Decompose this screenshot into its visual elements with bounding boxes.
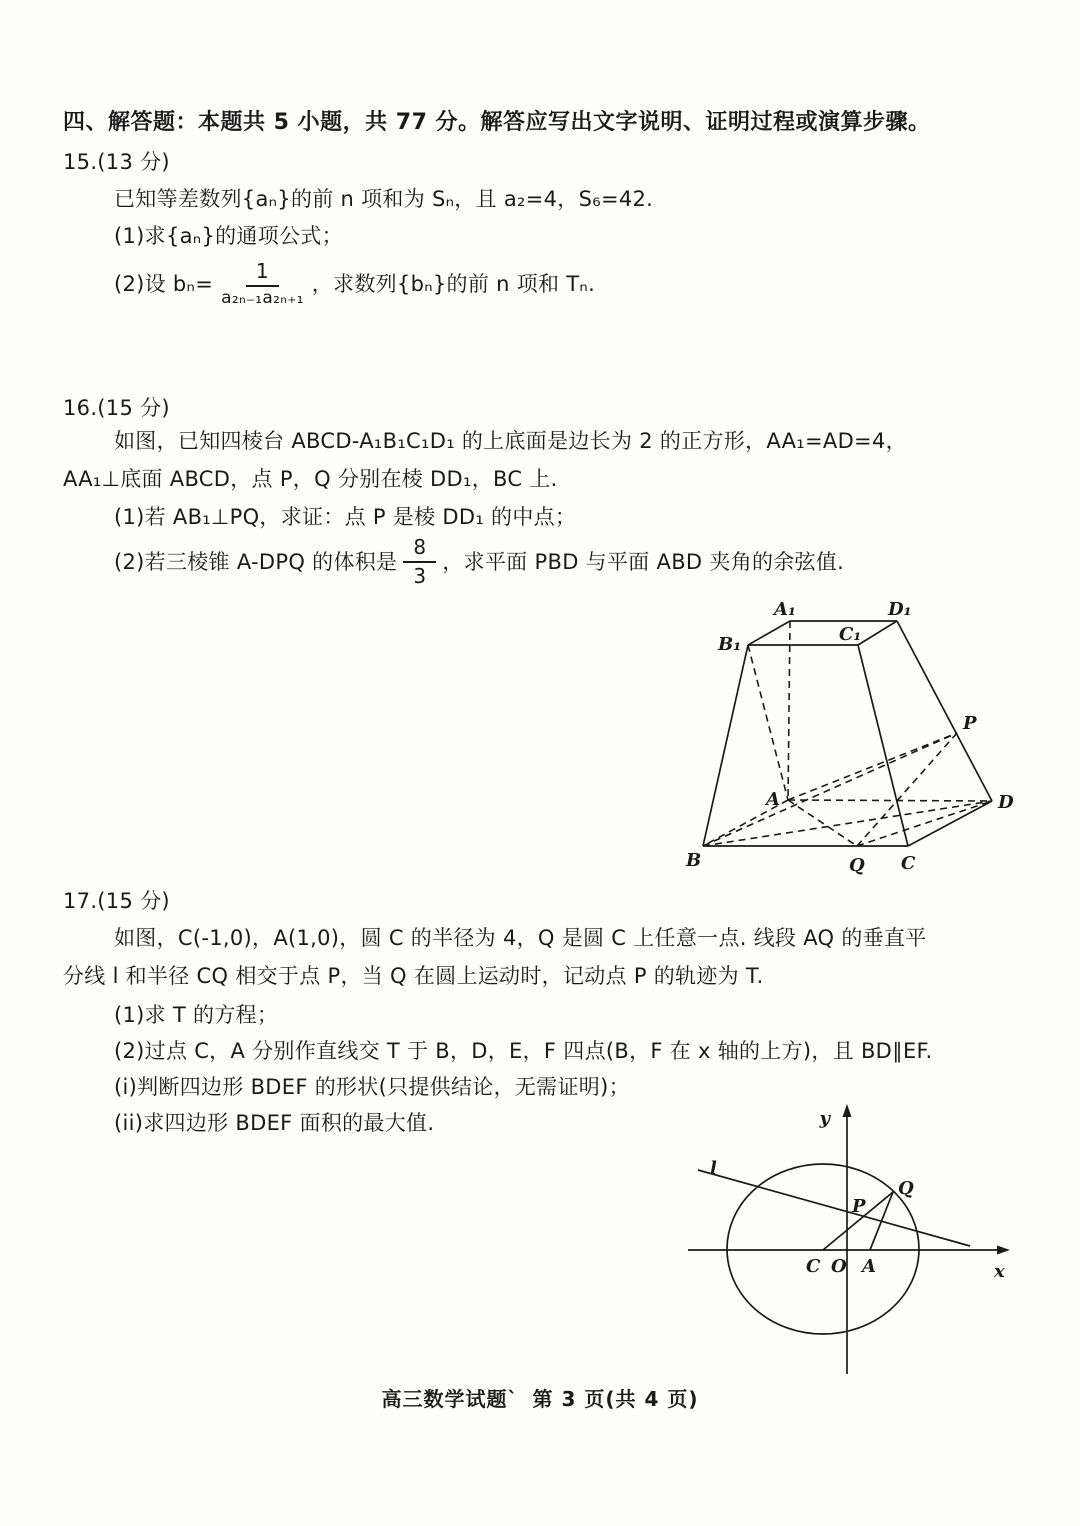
- p15-fraction-numerator: 1: [246, 260, 279, 287]
- problem-16-part-2: [114, 532, 844, 592]
- vertex-label-b1: B₁: [718, 634, 742, 655]
- problem-16-number: 16.(15 分): [63, 396, 170, 420]
- point-label-c: C: [806, 1256, 821, 1277]
- p16-fraction-denominator: 3: [413, 564, 427, 588]
- y-axis-arrow: [843, 1104, 852, 1117]
- problem-15-part-2: [114, 253, 595, 315]
- p16-part2-fraction: [403, 536, 436, 588]
- p15-part2-fraction: [219, 260, 306, 309]
- vertex-label-a: A: [766, 789, 780, 810]
- vertex-label-c: C: [901, 853, 916, 874]
- problem-17-part-2ii: (ii)求四边形 BDEF 面积的最大值.: [114, 1111, 435, 1135]
- problem-17-number: 17.(15 分): [63, 889, 170, 913]
- point-label-p: P: [852, 1196, 866, 1217]
- problem-15-number: 15.(13 分): [63, 150, 170, 174]
- problem-17-part-1: (1)求 T 的方程；: [114, 1003, 279, 1027]
- figure-curves: [688, 1112, 1002, 1374]
- x-axis-arrow: [997, 1246, 1010, 1255]
- vertex-label-d1: D₁: [888, 599, 912, 620]
- problem-17-intro-1: 如图，C(-1,0)，A(1,0)，圆 C 的半径为 4，Q 是圆 C 上任意一点. 线段 AQ 的垂直平: [114, 926, 927, 950]
- page-footer: [382, 1383, 699, 1412]
- problem-16-part-1: (1)若 AB₁⊥PQ，求证：点 P 是棱 DD₁ 的中点；: [114, 505, 577, 529]
- problem-16-intro-2: AA₁⊥底面 ABCD，点 P，Q 分别在棱 DD₁，BC 上.: [63, 467, 558, 491]
- point-label-o: O: [831, 1256, 847, 1277]
- p16-part2-suffix: ，求平面 PBD 与平面 ABD 夹角的余弦值.: [442, 550, 845, 574]
- problem-17-part-2: (2)过点 C，A 分别作直线交 T 于 B，D，E，F 四点(B，F 在 x 轴的上方)，且 BD∥EF.: [114, 1039, 933, 1063]
- axis-label-x: x: [994, 1261, 1005, 1282]
- coordinate-figure: [650, 1090, 1070, 1380]
- section-title: 四、解答题：本题共 5 小题，共 77 分。解答应写出文字说明、证明过程或演算步骤。: [63, 110, 931, 135]
- p16-fraction-numerator: 8: [403, 536, 436, 563]
- vertex-label-c1: C₁: [839, 624, 862, 645]
- footer-doc-title: 高三数学试题`: [381, 1387, 519, 1411]
- p15-part2-suffix: ，求数列{bₙ}的前 n 项和 Tₙ.: [311, 272, 596, 296]
- vertex-label-q: Q: [849, 855, 865, 876]
- p15-fraction-denominator: a₂ₙ₋₁a₂ₙ₊₁: [221, 287, 304, 308]
- p16-part2-prefix: (2)若三棱锥 A-DPQ 的体积是: [114, 550, 398, 574]
- point-label-a: A: [862, 1256, 876, 1277]
- vertex-label-p: P: [963, 713, 977, 734]
- problem-15-intro: 已知等差数列{aₙ}的前 n 项和为 Sₙ，且 a₂=4，S₆=42.: [114, 187, 654, 211]
- frustum-solid-edges: [703, 621, 992, 846]
- problem-17-intro-2: 分线 l 和半径 CQ 相交于点 P，当 Q 在圆上运动时，记动点 P 的轨迹为 T.: [63, 964, 764, 988]
- vertex-label-d: D: [998, 792, 1014, 813]
- p15-part2-prefix: (2)设 bₙ=: [114, 272, 214, 296]
- point-label-q: Q: [898, 1178, 914, 1199]
- vertex-label-b: B: [686, 850, 702, 871]
- axis-arrowheads: [843, 1104, 1011, 1255]
- footer-page-info: 第 3 页(共 4 页): [532, 1387, 699, 1411]
- vertex-label-a1: A₁: [774, 599, 796, 620]
- problem-16-intro-1: 如图，已知四棱台 ABCD-A₁B₁C₁D₁ 的上底面是边长为 2 的正方形，AA₁=AD=4，: [114, 429, 907, 453]
- problem-17-part-2i: (i)判断四边形 BDEF 的形状(只提供结论，无需证明)；: [114, 1075, 630, 1099]
- problem-15-part-1: (1)求{aₙ}的通项公式；: [114, 224, 343, 248]
- frustum-figure: [660, 593, 1040, 883]
- axis-label-y: y: [819, 1108, 830, 1129]
- line-label-l: l: [710, 1158, 717, 1179]
